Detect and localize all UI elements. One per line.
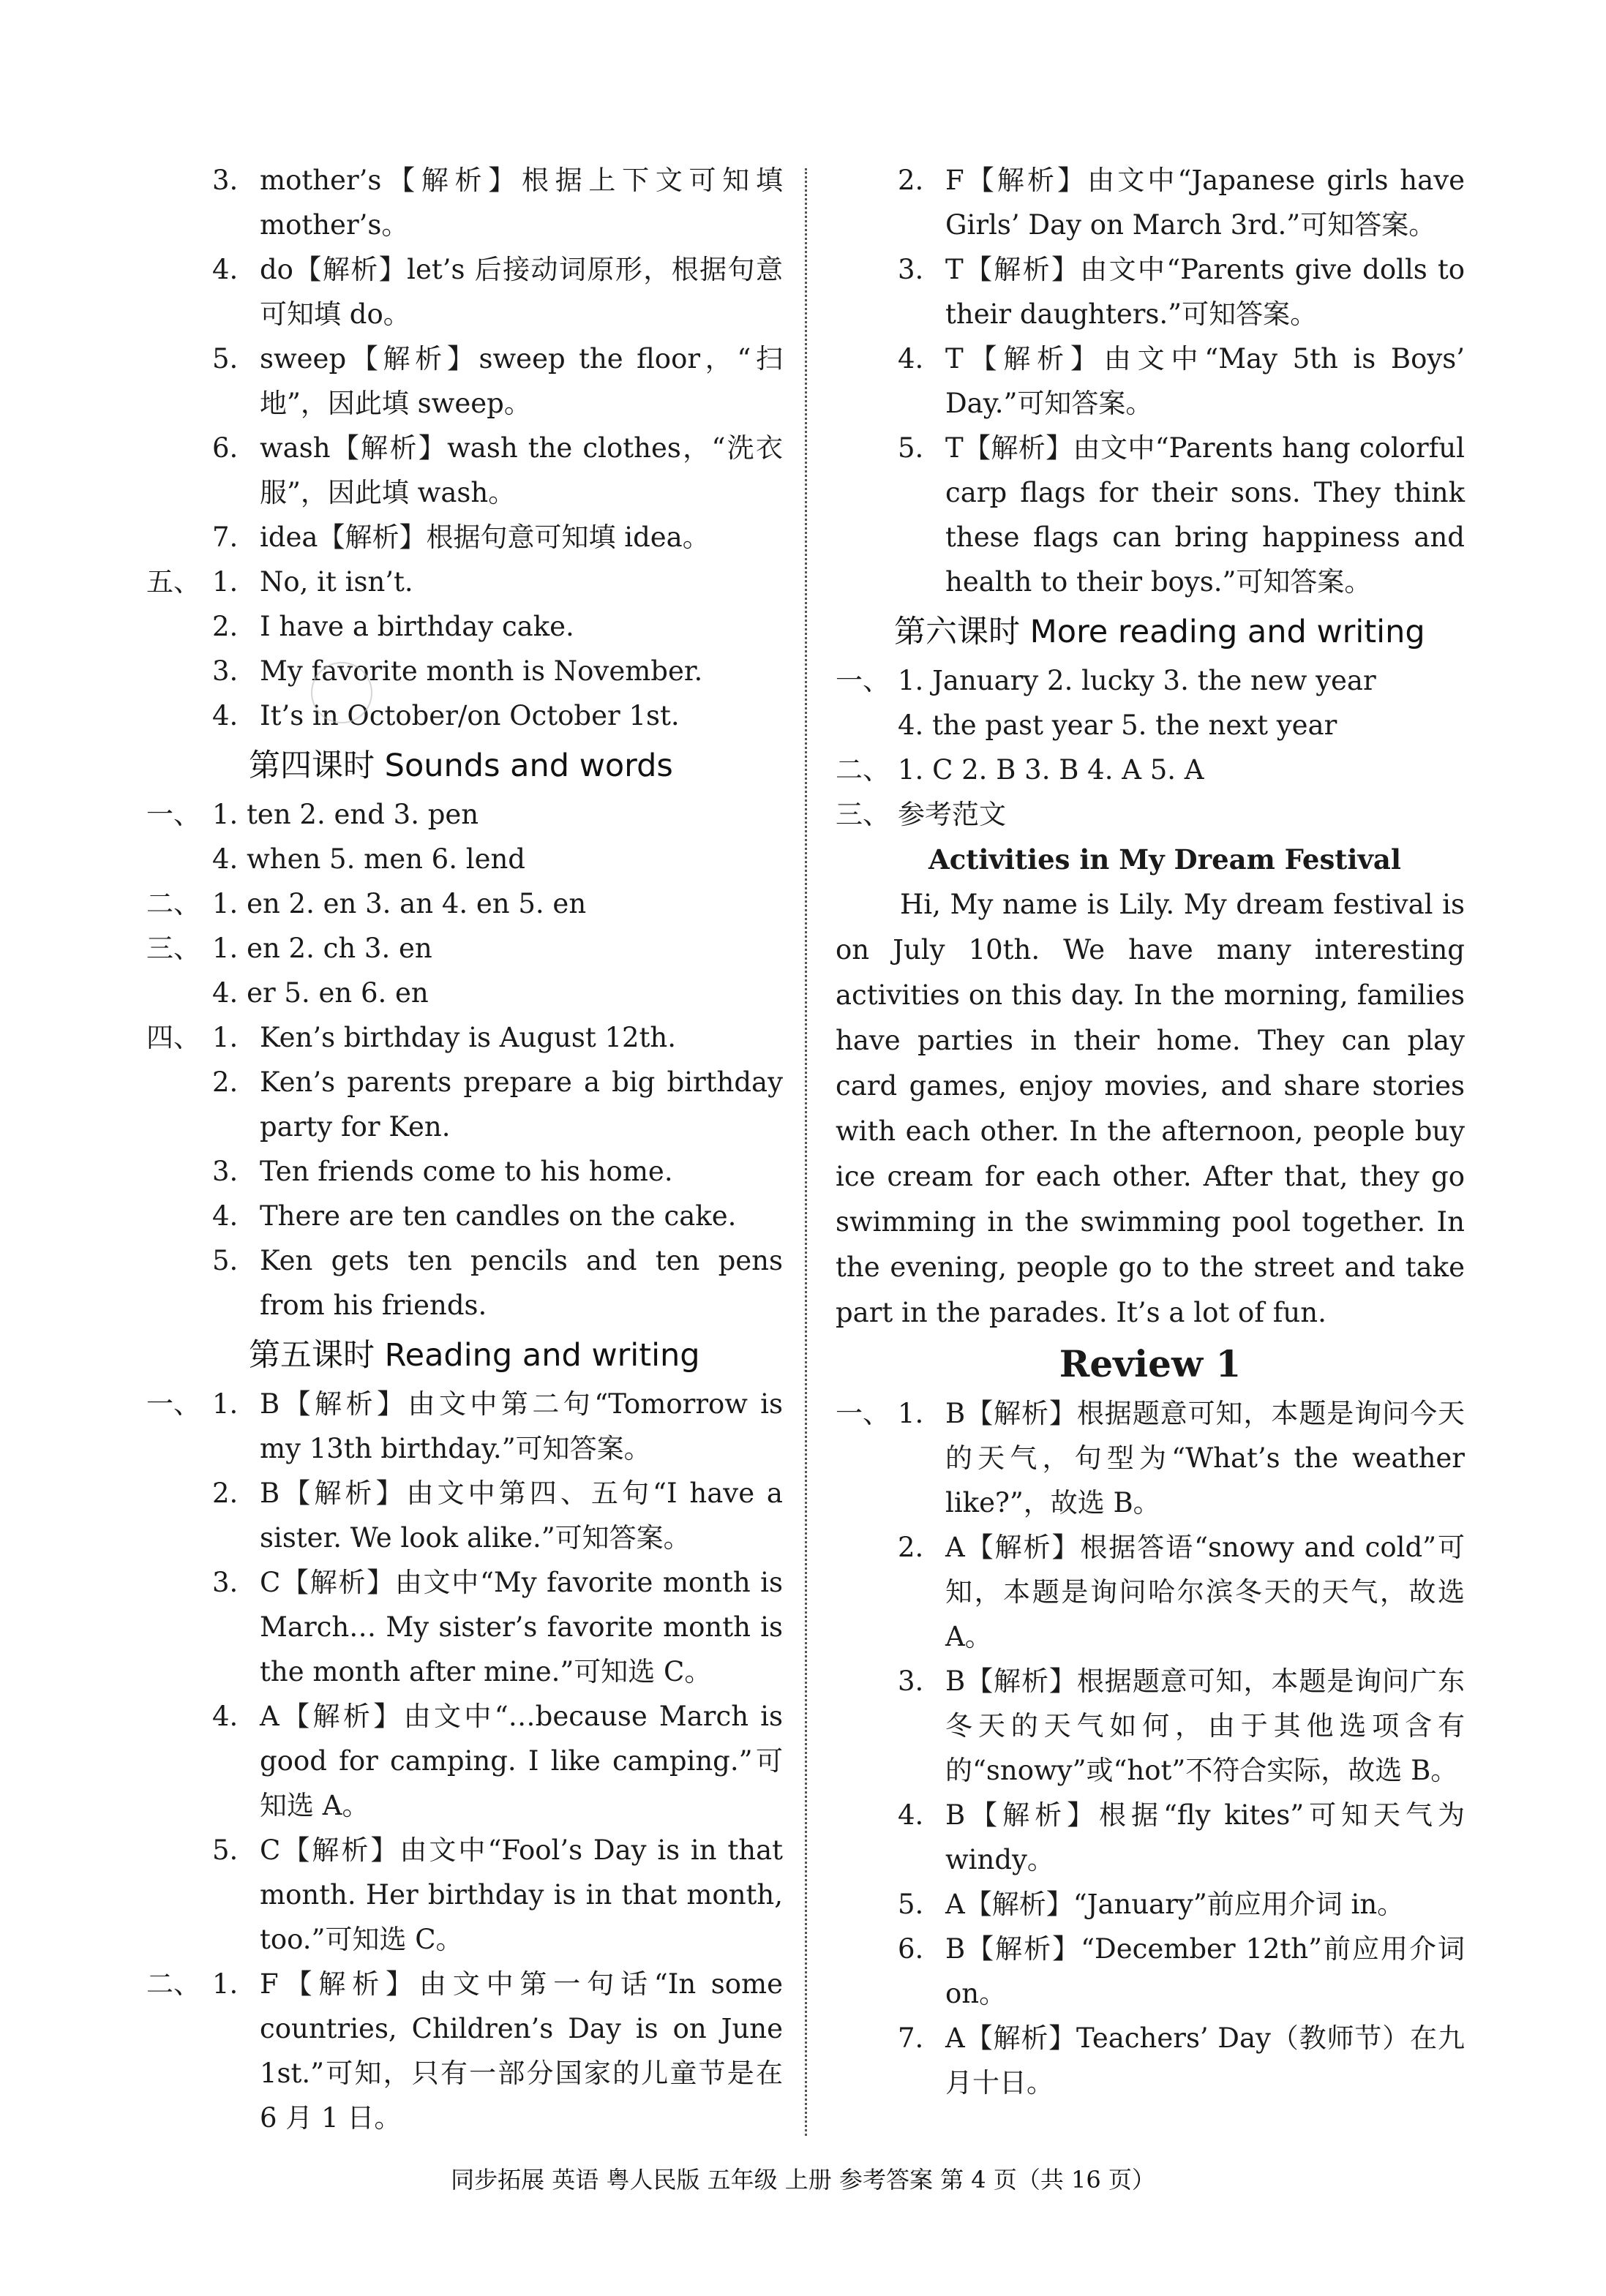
essay-title: Activities in My Dream Festival [928, 843, 1401, 876]
answer-line: 一、 1. ten 2. end 3. pen [146, 799, 479, 830]
answer-item: 4. do【解析】let’s 后接动词原形，根据句意可知填 do。 [212, 254, 783, 330]
right-column [836, 158, 1465, 2105]
answer-item: 7. idea【解析】根据句意可知填 idea。 [212, 522, 710, 553]
essay-body: Hi, My name is Lily. My dream festival is on July 10th. We have many interesting activities on this day. In the morning, families have parties in their home. They can play card games, enjoy movies, and share stories with each other. In the afternoon, people buy ice cream for each other. After that, they go swimming in the swimming pool together. In the evening, people go to the street and take part in the parades. It’s a lot of fun. [836, 889, 1465, 1328]
answer-line: 二、 1. en 2. en 3. an 4. en 5. en [146, 888, 587, 919]
answer-item: 4. B【解析】根据“fly kites”可知天气为 windy。 [898, 1799, 1465, 1875]
answer-item: 二、 1. F【解析】由文中第一句话“In some countries, Children’s Day is on June 1st.”可知，只有一部分国家的儿童节是在 6 月 1 日。 [146, 1968, 783, 2134]
answer-item: 3. B【解析】根据题意可知，本题是询问广东冬天的天气如何，由于其他选项含有的“snowy”或“hot”不符合实际，故选 B。 [898, 1665, 1465, 1786]
answer-item: 7. A【解析】Teachers’ Day（教师节）在九月十日。 [898, 2022, 1465, 2099]
answer-line: 一、 1. January 2. lucky 3. the new year [836, 665, 1376, 696]
answer-item: 一、 1. B【解析】由文中第二句“Tomorrow is my 13th birthday.”可知答案。 [146, 1388, 783, 1464]
answer-item: 3. My favorite month is November. [212, 655, 703, 687]
answer-line: 二、 1. C 2. B 3. B 4. A 5. A [836, 754, 1204, 786]
section-label: 五、 [146, 566, 200, 598]
answer-item: 2. B【解析】由文中第四、五句“I have a sister. We look alike.”可知答案。 [212, 1478, 783, 1554]
answer-item: 一、 1. B【解析】根据题意可知，本题是询问今天的天气，句型为“What’s the weather like?”，故选 B。 [836, 1398, 1465, 1518]
section-5-item: 五、 1. No, it isn’t. [146, 560, 783, 604]
answer-item: 4. There are ten candles on the cake. [212, 1200, 737, 1232]
answer-item: 2. I have a birthday cake. [212, 611, 574, 642]
answer-line: 4. the past year 5. the next year [898, 709, 1337, 741]
answer-item: 6. wash【解析】wash the clothes，“洗衣服”，因此填 wash。 [212, 432, 783, 508]
watermark-stamp-icon [311, 662, 372, 723]
answer-item: 3. Ten friends come to his home. [212, 1156, 673, 1187]
answer-item: 5. A【解析】“January”前应用介词 in。 [898, 1889, 1405, 1920]
answer-item: 四、 1. Ken’s birthday is August 12th. [146, 1022, 677, 1053]
answer-item: 2. A【解析】根据答语“snowy and cold”可知，本题是询问哈尔滨冬天的天气，故选 A。 [898, 1532, 1465, 1652]
answer-item: 4. T【解析】由文中“May 5th is Boys’ Day.”可知答案。 [898, 343, 1465, 419]
answer-item: 3. mother’s【解析】根据上下文可知填 mother’s。 [212, 165, 783, 241]
lesson-4-heading: 第四课时 Sounds and words [249, 748, 673, 784]
lesson-5-heading: 第五课时 Reading and writing [249, 1337, 700, 1374]
answer-item: 2. Ken’s parents prepare a big birthday party for Ken. [212, 1066, 783, 1143]
answer-item: 5. T【解析】由文中“Parents hang colorful carp flags for their sons. They think these flags can bring happiness and health to their boys.”可知答案。 [898, 432, 1465, 598]
answer-line: 三、 1. en 2. ch 3. en [146, 933, 432, 964]
lesson-6-heading: 第六课时 More reading and writing [894, 614, 1425, 650]
answer-item: 4. A【解析】由文中“…because March is good for camping. I like camping.”可知选 A。 [212, 1701, 783, 1821]
answer-item: 5. C【解析】由文中“Fool’s Day is in that month. Her birthday is in that month, too.”可知选 C。 [212, 1834, 783, 1955]
answer-item: 3. T【解析】由文中“Parents give dolls to their daughters.”可知答案。 [898, 254, 1465, 330]
answer-line: 4. er 5. en 6. en [212, 977, 429, 1009]
page-footer: 同步拓展 英语 粤人民版 五年级 上册 参考答案 第 4 页（共 16 页） [451, 2166, 1155, 2194]
answer-item: 2. F【解析】由文中“Japanese girls have Girls’ Day on March 3rd.”可知答案。 [898, 165, 1465, 241]
column-divider [805, 168, 807, 2136]
review-heading: Review 1 [1059, 1342, 1242, 1385]
answer-item: 3. C【解析】由文中“My favorite month is March… My sister’s favorite month is the month after mine.”可知选 C。 [212, 1567, 783, 1687]
answer-item: 5. Ken gets ten pencils and ten pens from his friends. [212, 1245, 783, 1321]
answer-item: 5. sweep【解析】sweep the floor，“扫地”，因此填 sweep。 [212, 343, 783, 419]
answer-line: 4. when 5. men 6. lend [212, 843, 525, 875]
answer-line: 三、 参考范文 [836, 799, 1006, 830]
answer-item: 6. B【解析】“December 12th”前应用介词 on。 [898, 1933, 1465, 2009]
answer-item: 4. It’s in October/on October 1st. [212, 700, 680, 731]
left-column [146, 158, 783, 2140]
